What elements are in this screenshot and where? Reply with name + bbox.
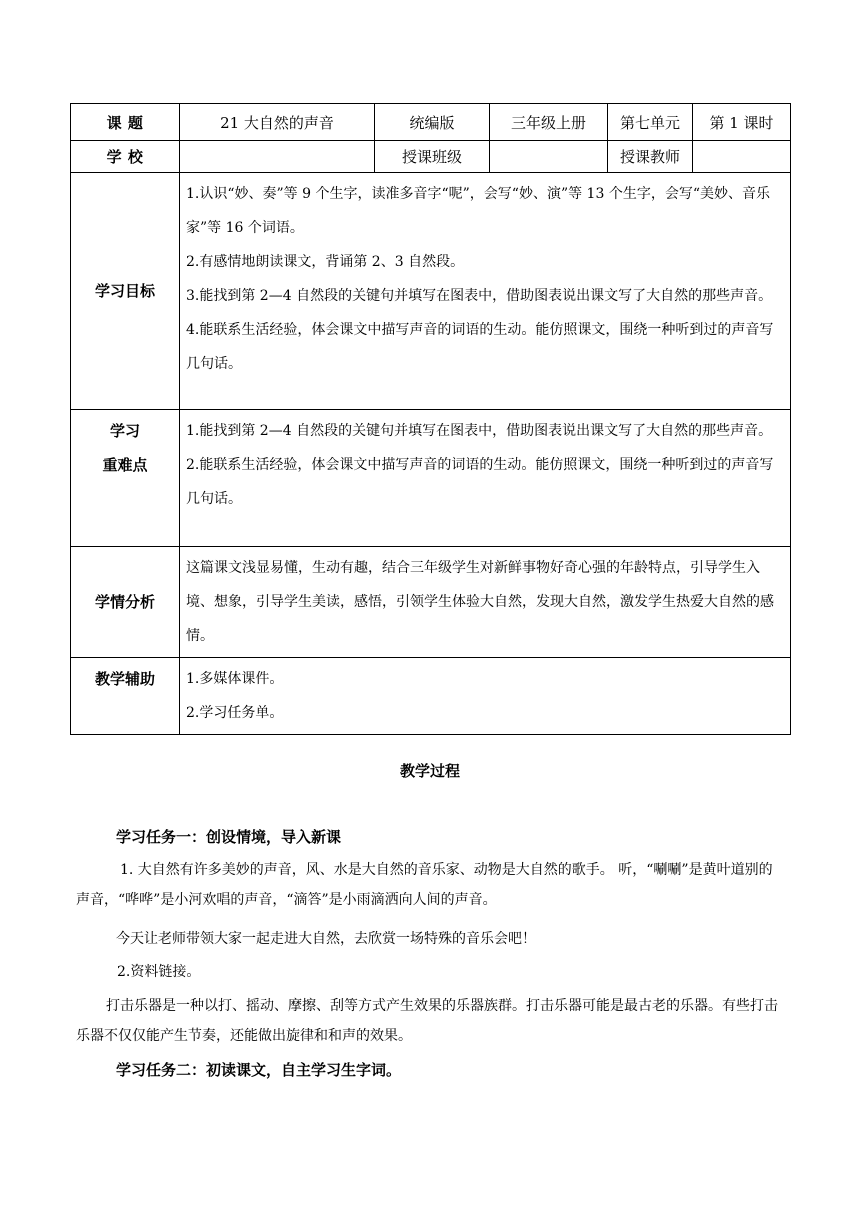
key-points-label — [71, 410, 180, 547]
unit: 第七单元 — [608, 104, 693, 141]
key-points-label-line2: 重难点 — [102, 456, 148, 474]
aids-label: 教学辅助 — [71, 658, 180, 735]
objective-item: 1.认识“妙、奏”等 9 个生字，读准多音字“呢”，会写“妙、演”等 13 个生字，会写“美妙、音乐家”等 16 个词语。 — [186, 186, 770, 236]
objective-item: 3.能找到第 2—4 自然段的关键句并填写在图表中，借助图表说出课文写了大自然的那些声音。 — [186, 288, 773, 304]
aid-item: 1.多媒体课件。 — [186, 671, 284, 687]
task-two-heading: 学习任务二：初读课文，自主学习生字词。 — [116, 1061, 402, 1079]
class-label: 授课班级 — [375, 141, 490, 173]
lesson-info-table — [70, 103, 791, 735]
key-point-item: 1.能找到第 2—4 自然段的关键句并填写在图表中，借助图表说出课文写了大自然的那些声音。 — [186, 423, 773, 439]
table-row — [71, 658, 791, 735]
aids-content — [180, 658, 791, 735]
objective-item: 4.能联系生活经验，体会课文中描写声音的词语的生动。能仿照课文，围绕一种听到过的声音写几句话。 — [186, 322, 774, 372]
table-row — [71, 173, 791, 410]
school-value — [180, 141, 375, 173]
key-points-content — [180, 410, 791, 547]
analysis-content — [180, 547, 791, 658]
analysis-label: 学情分析 — [71, 547, 180, 658]
class-value — [490, 141, 608, 173]
objectives-label: 学习目标 — [71, 173, 180, 410]
task-one-heading: 学习任务一：创设情境，导入新课 — [116, 828, 342, 846]
teacher-value — [693, 141, 791, 173]
edition: 统编版 — [375, 104, 490, 141]
table-row — [71, 141, 791, 173]
table-row — [71, 104, 791, 141]
lesson-title: 21 大自然的声音 — [180, 104, 375, 141]
ke-ti-label: 课 题 — [71, 104, 180, 141]
key-point-item: 2.能联系生活经验，体会课文中描写声音的词语的生动。能仿照课文，围绕一种听到过的声音写几句话。 — [186, 457, 774, 507]
objective-item: 2.有感情地朗读课文，背诵第 2、3 自然段。 — [186, 254, 465, 270]
analysis-text: 这篇课文浅显易懂，生动有趣，结合三年级学生对新鲜事物好奇心强的年龄特点，引导学生入境、想象，引导学生美读，感悟，引领学生体验大自然，发现大自然，激发学生热爱大自然的感情。 — [186, 560, 774, 644]
process-paragraph-2: 今天让老师带领大家一起走进大自然，去欣赏一场特殊的音乐会吧！ — [116, 931, 536, 947]
teacher-label: 授课教师 — [608, 141, 693, 173]
table-row — [71, 410, 791, 547]
process-title: 教学过程 — [399, 762, 460, 780]
school-label: 学 校 — [71, 141, 180, 173]
period: 第 1 课时 — [693, 104, 791, 141]
grade: 三年级上册 — [490, 104, 608, 141]
process-paragraph-4: 打击乐器是一种以打、摇动、摩擦、刮等方式产生效果的乐器族群。打击乐器可能是最古老的乐器。有些打击乐器不仅仅能产生节奏，还能做出旋律和和声的效果。 — [76, 998, 778, 1044]
process-paragraph-1: 1. 大自然有许多美妙的声音，风、水是大自然的音乐家、动物是大自然的歌手。 听，“唰唰”是黄叶道别的声音，“哗哗”是小河欢唱的声音，“滴答”是小雨滴洒向人间的声音。 — [76, 862, 773, 908]
process-paragraph-3: 2.资料链接。 — [117, 964, 201, 980]
table-row — [71, 547, 791, 658]
aid-item: 2.学习任务单。 — [186, 705, 284, 721]
objectives-content — [180, 173, 791, 410]
key-points-label-line1: 学习 — [109, 422, 140, 440]
